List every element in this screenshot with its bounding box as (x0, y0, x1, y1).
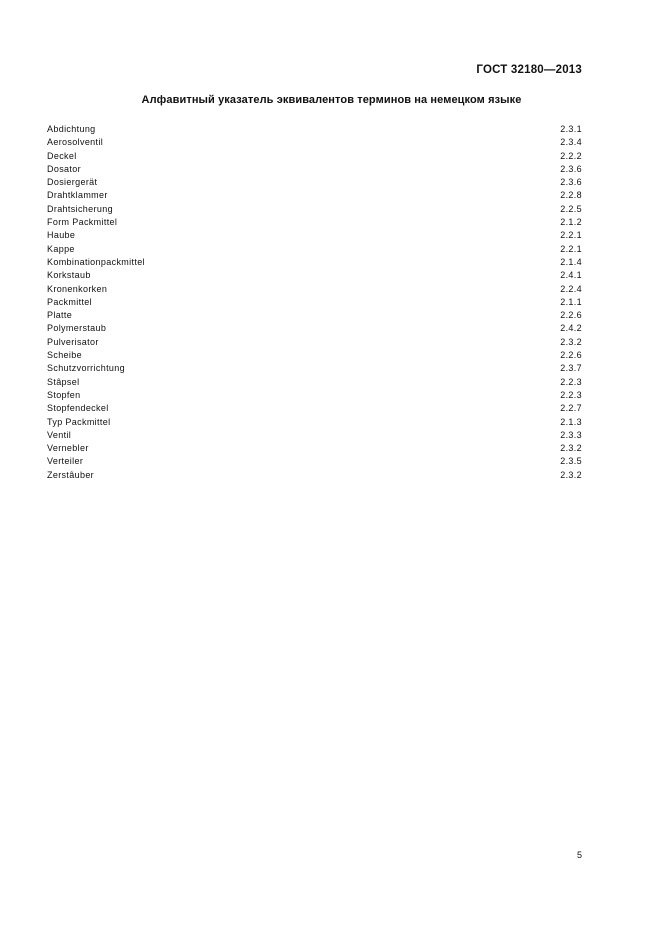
index-entry (47, 203, 582, 216)
index-entry (47, 362, 582, 375)
index-entry (47, 176, 582, 189)
entry-reference: 2.1.2 (560, 217, 582, 228)
entry-reference: 2.3.1 (560, 124, 582, 134)
entry-term: Stopfendeckel (47, 403, 109, 414)
entry-term: Packmittel (47, 296, 93, 307)
entry-term: Deckel (47, 150, 77, 161)
entry-reference: 2.1.1 (560, 296, 582, 307)
index-entry (47, 402, 582, 415)
entry-term: Polymerstaub (47, 323, 107, 334)
entry-reference: 2.2.4 (560, 283, 582, 294)
entry-term: Dosiergerät (47, 177, 98, 188)
entry-reference: 2.3.5 (560, 456, 582, 467)
entry-reference: 2.2.6 (560, 310, 582, 321)
entry-term: Form Packmittel (47, 217, 118, 228)
entry-term: Typ Packmittel (47, 416, 111, 427)
index-entry (47, 455, 582, 468)
entry-reference: 2.2.1 (560, 243, 582, 254)
entry-term: Pulverisator (47, 336, 99, 347)
entry-term: Drahtsicherung (47, 203, 113, 214)
entry-term: Platte (47, 310, 73, 321)
index-entry (47, 442, 582, 455)
entry-term: Drahtklammer (47, 190, 108, 201)
entry-reference: 2.2.3 (560, 389, 582, 400)
index-entry (47, 336, 582, 349)
index-entry (47, 322, 582, 335)
entry-term: Kombinationpackmittel (47, 256, 145, 267)
index-entry (47, 189, 582, 202)
entry-reference: 2.3.3 (560, 429, 582, 440)
index-entry (47, 469, 582, 482)
entry-reference: 2.1.4 (560, 256, 582, 267)
entry-term: Kronenkorken (47, 283, 108, 294)
entry-term: Zerstâuber (47, 469, 95, 480)
index-entry (47, 389, 582, 402)
index-entry (47, 123, 582, 136)
entry-term: Stopfen (47, 389, 81, 400)
entry-reference: 2.2.3 (560, 376, 582, 387)
index-entry (47, 150, 582, 163)
entry-reference: 2.2.2 (560, 150, 582, 161)
index-entry (47, 216, 582, 229)
entry-term: Kappe (47, 243, 75, 254)
term-index-list (47, 123, 582, 482)
entry-reference: 2.2.1 (560, 230, 582, 241)
entry-term: Vernebler (47, 443, 89, 454)
entry-reference: 2.3.2 (560, 469, 582, 480)
index-entry (47, 243, 582, 256)
entry-term: Dosator (47, 163, 81, 174)
document-code: ГОСТ 32180—2013 (476, 64, 582, 76)
entry-reference: 2.3.2 (560, 443, 582, 454)
entry-reference: 2.3.6 (560, 177, 582, 188)
entry-reference: 2.1.3 (560, 416, 582, 427)
entry-term: Scheibe (47, 350, 82, 361)
index-entry (47, 416, 582, 429)
entry-term: Verteiler (47, 456, 84, 467)
index-title: Алфавитный указатель эквивалентов терминов на немецком языке (141, 94, 522, 106)
entry-term: Ventil (47, 429, 72, 440)
index-entry (47, 376, 582, 389)
entry-reference: 2.3.7 (560, 363, 582, 374)
entry-term: Schutzvorrichtung (47, 363, 125, 374)
entry-reference: 2.3.6 (560, 163, 582, 174)
index-entry (47, 269, 582, 282)
entry-term: Haube (47, 230, 76, 241)
entry-reference: 2.2.8 (560, 190, 582, 201)
entry-reference: 2.2.6 (560, 350, 582, 361)
entry-term: Abdichtung (47, 124, 96, 134)
index-entry (47, 296, 582, 309)
entry-reference: 2.2.7 (560, 403, 582, 414)
index-entry (47, 256, 582, 269)
index-entry (47, 229, 582, 242)
entry-term: Aerosolventil (47, 137, 104, 148)
entry-reference: 2.4.1 (560, 270, 582, 281)
index-entry (47, 283, 582, 296)
index-entry (47, 429, 582, 442)
index-entry (47, 349, 582, 362)
entry-term: Stâpsel (47, 376, 80, 387)
index-entry (47, 136, 582, 149)
index-entry (47, 309, 582, 322)
entry-reference: 2.3.4 (560, 137, 582, 148)
entry-reference: 2.4.2 (560, 323, 582, 334)
index-entry (47, 163, 582, 176)
entry-reference: 2.3.2 (560, 336, 582, 347)
entry-reference: 2.2.5 (560, 203, 582, 214)
page-number: 5 (576, 850, 582, 860)
entry-term: Korkstaub (47, 270, 91, 281)
